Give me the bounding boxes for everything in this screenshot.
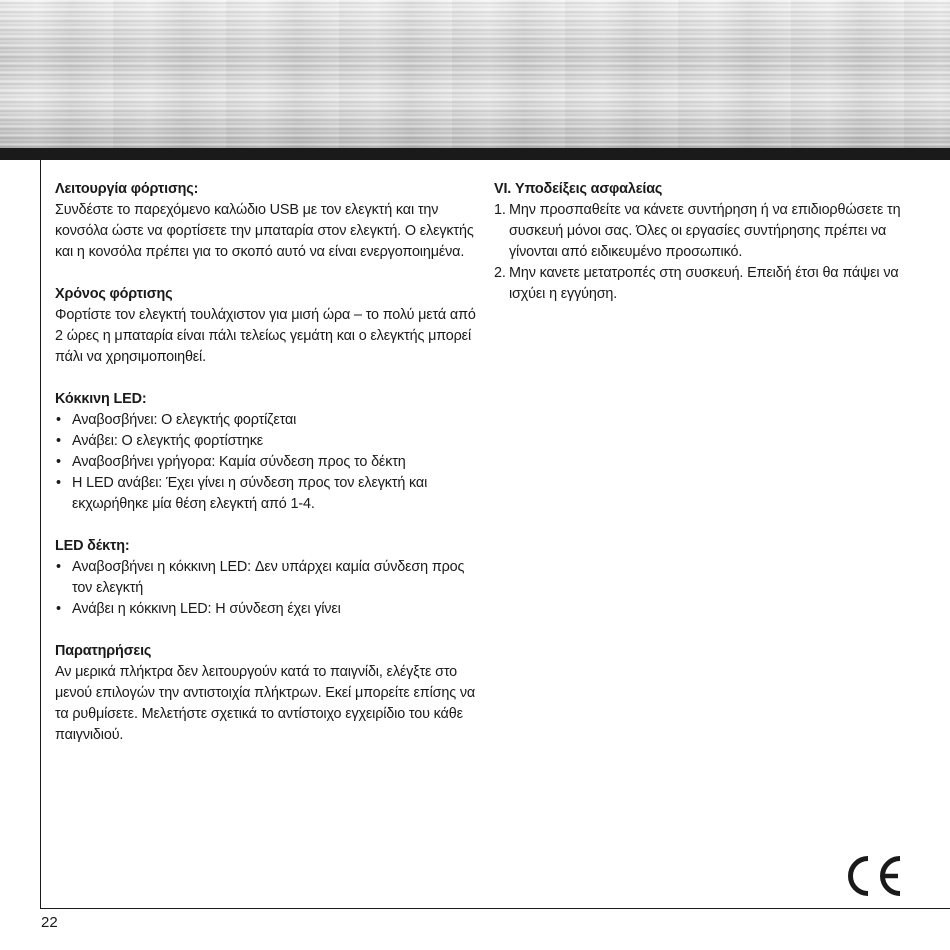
notes-text: Αν μερικά πλήκτρα δεν λειτουργούν κατά το παιγνίδι, ελέγξτε στο μενού επιλογών την αντιστοιχία πλήκτρων. Εκεί μπορείτε επίσης να τα ρυθμίσετε. Μελετήστε σχετικά το αντίστοιχο εγχειρίδιο του κάθε παιγνιδιού. [55,664,476,743]
safety-section [494,179,914,305]
header-texture [0,0,950,148]
list-item-number: 1. [494,202,506,218]
charging-time-heading: Χρόνος φόρτισης [55,286,173,302]
charging-time-text: Φορτίστε τον ελεγκτή τουλάχιστον για μισή ώρα – το πολύ μετά από 2 ώρες η μπαταρία είναι πάλι τελείως γεμάτη και ο ελεγκτής μπορεί πάλι να χρησιμοποιηθεί. [55,307,476,365]
list-item [55,431,485,452]
ce-mark-icon [841,854,903,898]
list-item [55,452,485,473]
list-item [494,200,914,263]
bullet-icon: • [56,475,61,491]
charging-time-section [55,284,485,368]
receiver-led-heading: LED δέκτη: [55,538,130,554]
bullet-icon: • [56,412,61,428]
red-led-heading: Κόκκινη LED: [55,391,147,407]
list-item [55,557,485,599]
header-bar [0,148,950,160]
safety-heading: VI. Υποδείξεις ασφαλείας [494,181,663,197]
frame-bottom-line [40,908,950,909]
red-led-section [55,389,485,515]
receiver-led-section [55,536,485,620]
list-item-text: Αναβοσβήνει: Ο ελεγκτής φορτίζεται [72,412,297,428]
left-column [55,179,485,767]
list-item-text: Ανάβει: Ο ελεγκτής φορτίστηκε [72,433,263,449]
list-item [55,599,485,620]
list-item-text: Αναβοσβήνει γρήγορα: Καμία σύνδεση προς το δέκτη [72,454,406,470]
bullet-icon: • [56,433,61,449]
frame-left-line [40,160,41,909]
notes-heading: Παρατηρήσεις [55,643,152,659]
list-item [494,263,914,305]
bullet-icon: • [56,454,61,470]
right-column [494,179,914,326]
notes-section [55,641,485,746]
list-item [55,473,485,515]
list-item [55,410,485,431]
list-item-text: Ανάβει η κόκκινη LED: Η σύνδεση έχει γίνει [72,601,341,617]
bullet-icon: • [56,601,61,617]
red-led-list [55,410,485,515]
page-number: 22 [41,914,58,931]
bullet-icon: • [56,559,61,575]
list-item-number: 2. [494,265,506,281]
list-item-text: Αναβοσβήνει η κόκκινη LED: Δεν υπάρχει καμία σύνδεση προς τον ελεγκτή [72,559,465,596]
charging-heading: Λειτουργία φόρτισης: [55,181,199,197]
list-item-text: Μην κανετε μετατροπές στη συσκευή. Επειδή έτσι θα πάψει να ισχύει η εγγύηση. [509,265,899,302]
charging-text: Συνδέστε το παρεχόμενο καλώδιο USB με τον ελεγκτή και την κονσόλα ώστε να φορτίσετε την μπαταρία στον ελεγκτή. Ο ελεγκτής και η κονσόλα πρέπει για το σκοπό αυτό να είναι ενεργοποιημένα. [55,202,474,260]
list-item-text: Μην προσπαθείτε να κάνετε συντήρηση ή να επιδιορθώσετε τη συσκευή μόνοι σας. Όλες οι εργασίες συντήρησης πρέπει να γίνονται από ειδικευμένο προσωπικό. [509,202,901,260]
charging-section [55,179,485,263]
list-item-text: Η LED ανάβει: Έχει γίνει η σύνδεση προς τον ελεγκτή και εκχωρήθηκε μία θέση ελεγκτή από 1-4. [72,475,428,512]
receiver-led-list [55,557,485,620]
safety-list [494,200,914,305]
